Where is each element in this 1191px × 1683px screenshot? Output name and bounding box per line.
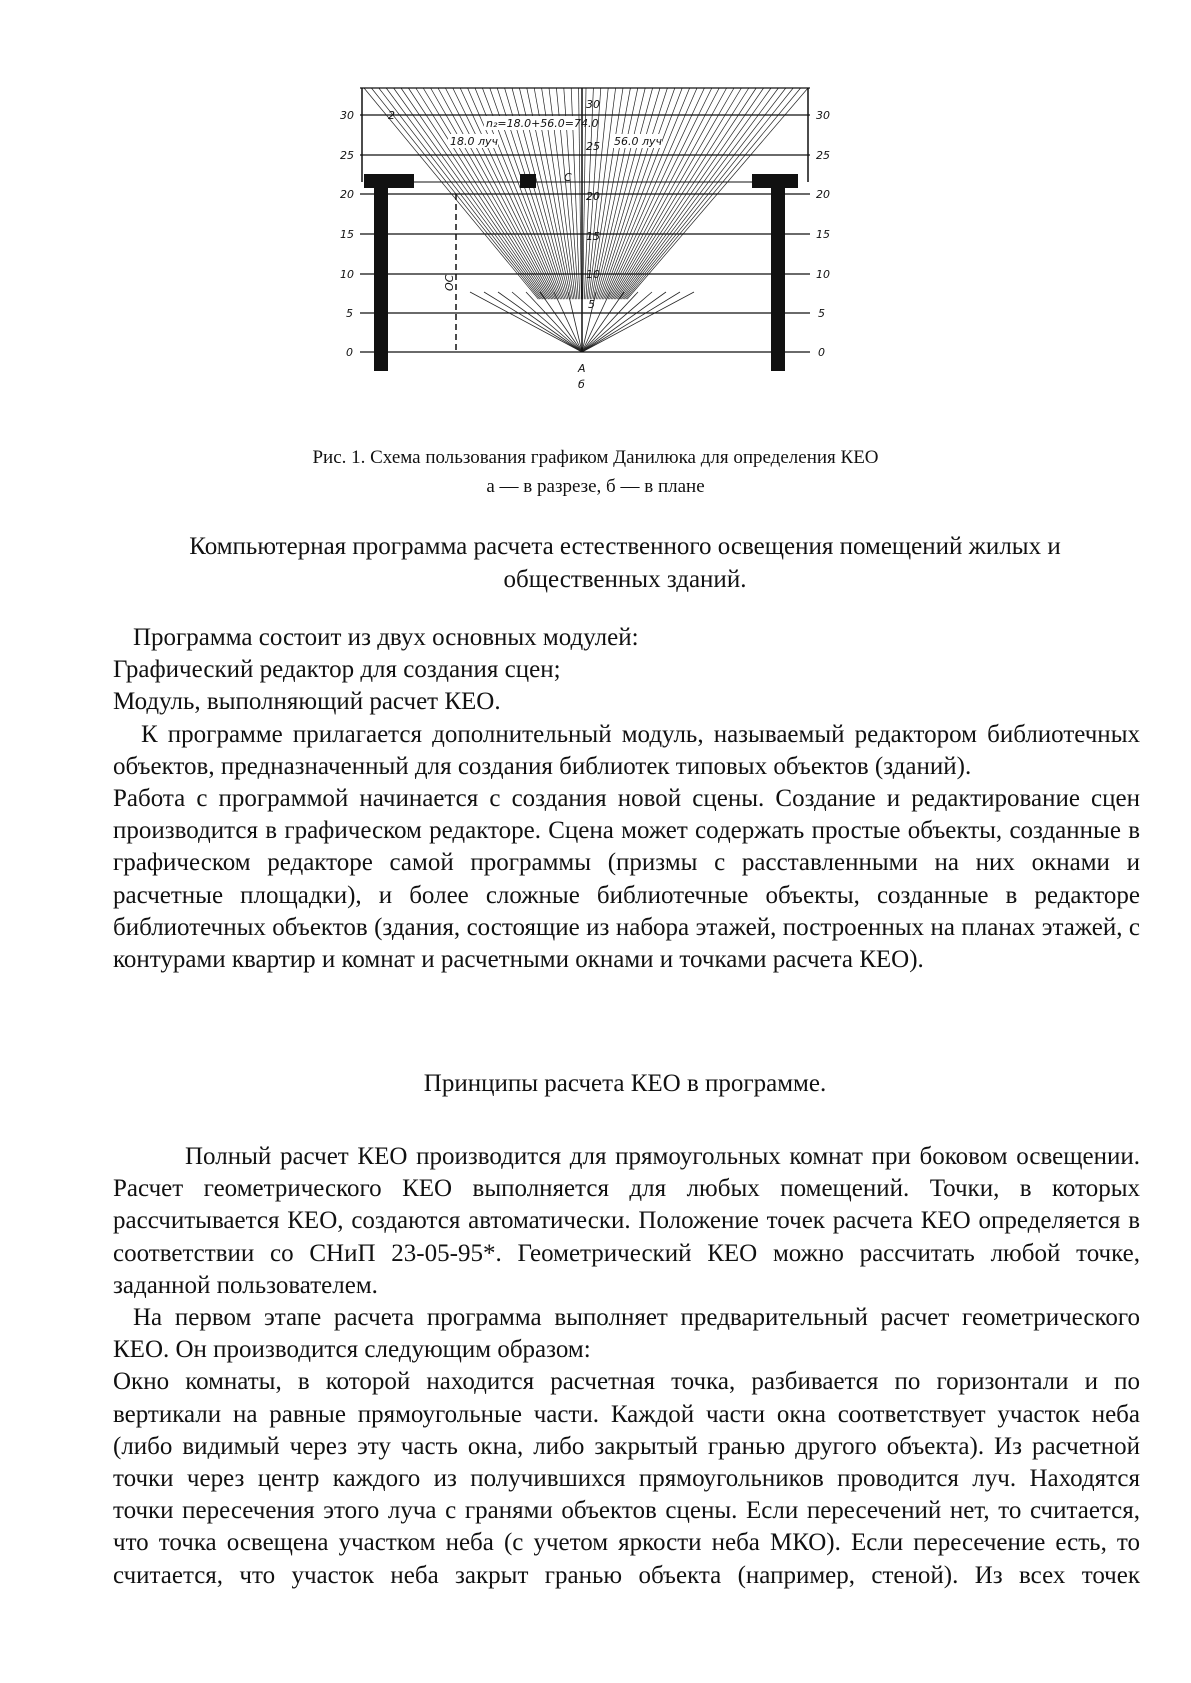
danilyuk-graph-figure <box>340 82 890 422</box>
principles-heading: Принципы расчета КЕО в программе. <box>423 1070 827 1097</box>
ray-line <box>512 292 582 352</box>
scale-center-label: 30 <box>586 98 600 111</box>
ray-line <box>498 292 582 352</box>
ray-line <box>540 292 582 352</box>
figure-caption-line2: а — в разрезе, б — в плане <box>486 476 705 497</box>
scale-left-label: 30 <box>340 109 354 122</box>
scale-right-label: 30 <box>816 109 830 122</box>
ray-line <box>484 292 582 352</box>
scale-left <box>340 109 354 359</box>
scale-center-label: 25 <box>586 140 600 153</box>
ray-line <box>526 292 582 352</box>
scale-left-label: 10 <box>340 268 354 281</box>
scale-right-label: 0 <box>818 346 825 359</box>
scale-left-label: 25 <box>340 149 354 162</box>
label-b: б <box>578 378 585 391</box>
full-calculation-paragraph: Полный расчет КЕО производится для прямоугольных комнат при боковом освещении. Расчет геометрического КЕО выполняется для любых помещений. Точки, в которых рассчитывается КЕО, создаются автоматически. Положение точек расчета КЕО определяется в соответствии со СНиП 23-05-95*. Геометрический КЕО можно рассчитать любой точке, заданной пользователем. <box>113 1143 1140 1299</box>
formula-label: n₂=18.0+56.0=74.0 <box>486 117 599 130</box>
scale-left-label: 20 <box>340 188 354 201</box>
library-editor-paragraph: К программе прилагается дополнительный модуль, называемый редактором библиотечных объектов, предназначенный для создания библиотек типовых объектов (зданий). <box>113 720 1140 780</box>
program-heading-line1: Компьютерная программа расчета естественного освещения помещений жилых и <box>189 533 1061 560</box>
scale-right-label: 25 <box>816 149 830 162</box>
scale-left-label: 15 <box>340 228 354 241</box>
scale-left-label: 0 <box>346 346 353 359</box>
ray-line <box>470 292 582 352</box>
label-two: 2 <box>388 109 395 122</box>
scale-right-label: 5 <box>818 307 825 320</box>
scale-right-label: 20 <box>816 188 830 201</box>
ray-line <box>568 292 582 352</box>
label-a: A <box>578 362 586 375</box>
module-item-calculation: Модуль, выполняющий расчет КЕО. <box>113 688 501 716</box>
modules-section <box>113 622 1140 976</box>
program-heading-line2: общественных зданий. <box>503 566 747 593</box>
ray-line <box>582 292 694 352</box>
ray-line <box>582 292 680 352</box>
scale-right-label: 10 <box>816 268 830 281</box>
scale-center-label: 5 <box>588 298 595 311</box>
scale-left-label: 5 <box>346 307 353 320</box>
window-division-paragraph: Окно комнаты, в которой находится расчетная точка, разбивается по горизонтали и по вертикали на равные прямоугольные части. Каждой части окна соответствует участок неба (либо видимый через эту часть окна, либо закрытый гранью другого объекта). Из расчетной точки через центр каждого из получившихся прямоугольников проводится луч. Находятся точки пересечения этого луча с гранями объектов сцены. Если пересечений нет, то считается, что точка освещена участком неба (с учетом яркости неба МКО). Если пересечение есть, то считается, что участок неба закрыт гранью объекта (например, стеной). Из всех точек <box>113 1368 1140 1589</box>
principles-section <box>113 1141 1140 1592</box>
label-oc: OC <box>443 274 456 291</box>
scale-right-label: 15 <box>816 228 830 241</box>
scene-paragraph: Работа с программой начинается с создания новой сцены. Создание и редактирование сцен производится в графическом редакторе. Сцена может содержать простые объекты, созданные в графическом редакторе самой программы (призмы с расставленными на них окнами и расчетные площадки), и более сложные библиотечные объекты, созданные в редакторе библиотечных объектов (здания, состоящие из набора этажей, построенных на планах этажей, с контурами квартир и комнат и расчетными окнами и точками расчета КЕО). <box>113 785 1140 974</box>
scale-center-label: 15 <box>586 230 600 243</box>
modules-intro: Программа состоит из двух основных модулей: <box>133 624 639 651</box>
figure-annotations <box>388 109 663 391</box>
label-c: C <box>564 171 572 184</box>
module-item-editor: Графический редактор для создания сцен; <box>113 656 561 684</box>
first-stage-paragraph: На первом этапе расчета программа выполняет предварительный расчет геометрического КЕО. Он производится следующим образом: <box>113 1304 1140 1364</box>
scale-center-label: 10 <box>586 268 600 281</box>
scale-right <box>816 109 830 359</box>
program-heading <box>110 530 1140 596</box>
scale-center-label: 20 <box>586 190 600 203</box>
right-rays-label: 56.0 луч <box>614 135 663 148</box>
figure-caption-line1: Рис. 1. Схема пользования графиком Данилюка для определения КЕО <box>312 447 879 468</box>
left-rays-label: 18.0 луч <box>450 135 499 148</box>
